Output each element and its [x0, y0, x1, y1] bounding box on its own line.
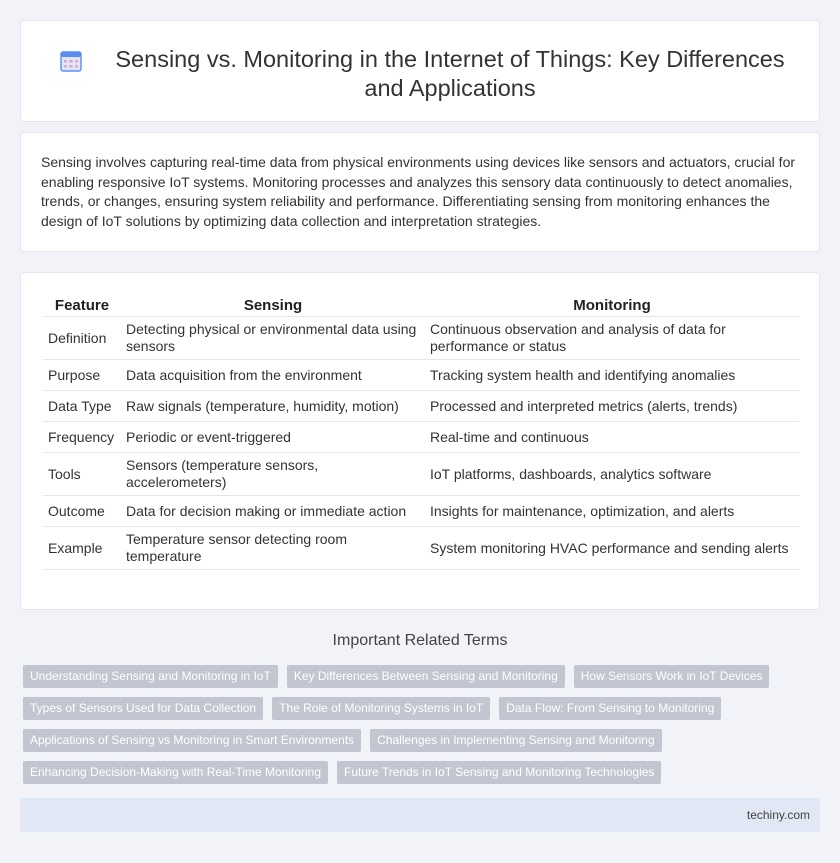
row-feature: Outcome	[43, 496, 121, 527]
table-row	[43, 422, 799, 453]
related-term-tag[interactable]: The Role of Monitoring Systems in IoT	[272, 697, 490, 720]
related-terms-list	[23, 665, 823, 793]
table-row	[43, 391, 799, 422]
related-term-tag[interactable]: Understanding Sensing and Monitoring in IoT	[23, 665, 278, 688]
header-sensing: Sensing	[121, 293, 425, 317]
related-term-tag[interactable]: Challenges in Implementing Sensing and Monitoring	[370, 729, 662, 752]
table-row	[43, 317, 799, 360]
row-monitoring: Insights for maintenance, optimization, and alerts	[425, 496, 799, 527]
calendar-icon	[59, 49, 83, 73]
related-term-tag[interactable]: Enhancing Decision-Making with Real-Time Monitoring	[23, 761, 328, 784]
row-monitoring: Continuous observation and analysis of data for performance or status	[425, 317, 799, 360]
table-header-row	[43, 293, 799, 317]
row-monitoring: IoT platforms, dashboards, analytics software	[425, 453, 799, 496]
row-monitoring: System monitoring HVAC performance and sending alerts	[425, 527, 799, 570]
intro-paragraph: Sensing involves capturing real-time data from physical environments using devices like sensors and actuators, crucial for enabling responsive IoT systems. Monitoring processes and analyzes this sensory data continuously to detect anomalies, trends, or changes, ensuring system reliability and performance. Differentiating sensing from monitoring enhances the design of IoT solutions by optimizing data collection and interpretation strategies.	[41, 154, 796, 229]
row-sensing: Raw signals (temperature, humidity, motion)	[121, 391, 425, 422]
footer-site-link[interactable]: techiny.com	[746, 808, 810, 822]
comparison-table	[43, 293, 799, 570]
table-row	[43, 360, 799, 391]
row-monitoring: Tracking system health and identifying anomalies	[425, 360, 799, 391]
related-term-tag[interactable]: Future Trends in IoT Sensing and Monitoring Technologies	[337, 761, 661, 784]
row-feature: Example	[43, 527, 121, 570]
row-feature: Data Type	[43, 391, 121, 422]
related-term-tag[interactable]: Types of Sensors Used for Data Collection	[23, 697, 263, 720]
row-monitoring: Real-time and continuous	[425, 422, 799, 453]
row-feature: Purpose	[43, 360, 121, 391]
row-sensing: Sensors (temperature sensors, accelerometers)	[121, 453, 425, 496]
row-feature: Tools	[43, 453, 121, 496]
row-sensing: Temperature sensor detecting room temperature	[121, 527, 425, 570]
related-term-tag[interactable]: Key Differences Between Sensing and Monitoring	[287, 665, 565, 688]
row-monitoring: Processed and interpreted metrics (alerts, trends)	[425, 391, 799, 422]
row-sensing: Periodic or event-triggered	[121, 422, 425, 453]
row-feature: Frequency	[43, 422, 121, 453]
page-title: Sensing vs. Monitoring in the Internet of Things: Key Differences and Applications	[115, 46, 785, 101]
related-term-tag[interactable]: Data Flow: From Sensing to Monitoring	[499, 697, 721, 720]
header-feature: Feature	[43, 293, 121, 317]
footer	[20, 798, 820, 832]
row-sensing: Detecting physical or environmental data using sensors	[121, 317, 425, 360]
comparison-card	[20, 272, 820, 610]
related-terms-heading: Important Related Terms	[332, 632, 508, 649]
row-feature: Definition	[43, 317, 121, 360]
header-monitoring: Monitoring	[425, 293, 799, 317]
table-row	[43, 496, 799, 527]
table-row	[43, 527, 799, 570]
row-sensing: Data acquisition from the environment	[121, 360, 425, 391]
related-term-tag[interactable]: How Sensors Work in IoT Devices	[574, 665, 770, 688]
intro-card	[20, 132, 820, 252]
table-row	[43, 453, 799, 496]
related-term-tag[interactable]: Applications of Sensing vs Monitoring in Smart Environments	[23, 729, 361, 752]
row-sensing: Data for decision making or immediate action	[121, 496, 425, 527]
title-card	[20, 20, 820, 122]
